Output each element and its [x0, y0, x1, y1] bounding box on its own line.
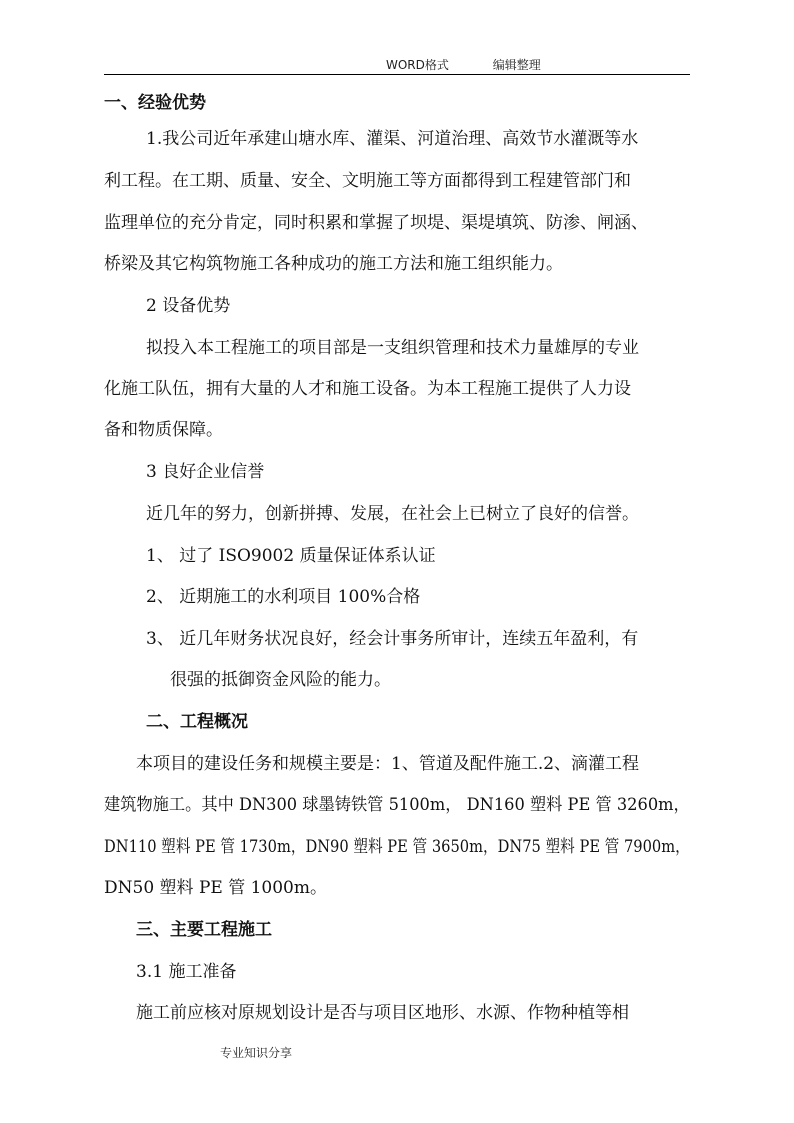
list-item-continuation: 很强的抵御资金风险的能力。 [170, 670, 391, 690]
page-footer: 专业知识分享 [220, 1046, 293, 1060]
paragraph-line: DN50 塑料 PE 管 1000m。 [104, 878, 327, 898]
paragraph-line: 建筑物施工。其中 DN300 球墨铸铁管 5100m， DN160 塑料 PE 管 3260m， [104, 795, 690, 815]
paragraph-line: 备和物质保障。 [104, 420, 223, 440]
paragraph-line: 近几年的努力，创新拼搏、发展，在社会上已树立了良好的信誉。 [146, 504, 639, 524]
paragraph-line: 拟投入本工程施工的项目部是一支组织管理和技术力量雄厚的专业 [146, 338, 639, 358]
subheading-equipment: 2 设备优势 [146, 296, 231, 316]
paragraph-line: 监理单位的充分肯定，同时积累和掌握了坝堤、渠堤填筑、防渗、闸涵、 [104, 213, 648, 233]
subheading-reputation: 3 良好企业信誉 [146, 462, 265, 482]
section-heading-experience: 一、经验优势 [104, 93, 206, 113]
paragraph-line: 化施工队伍，拥有大量的人才和施工设备。为本工程施工提供了人力设 [104, 379, 631, 399]
list-item: 3、 近几年财务状况良好，经会计事务所审计，连续五年盈利，有 [146, 629, 639, 649]
list-item: 2、 近期施工的水利项目 100%合格 [146, 587, 421, 607]
paragraph-line: DN110 塑料 PE 管 1730m，DN90 塑料 PE 管 3650m，DN75 塑料 PE 管 7900m， [104, 837, 690, 857]
header-right-text: 编辑整理 [492, 58, 541, 72]
paragraph-line: 桥梁及其它构筑物施工各种成功的施工方法和施工组织能力。 [104, 254, 563, 274]
paragraph-line: 本项目的建设任务和规模主要是：1、管道及配件施工.2、滴灌工程 [136, 754, 640, 774]
section-heading-overview: 二、工程概况 [146, 712, 248, 732]
list-item: 1、 过了 ISO9002 质量保证体系认证 [146, 546, 436, 566]
header-left-text: WORD格式 [386, 58, 449, 72]
page-header [386, 56, 541, 73]
paragraph-line: 利工程。在工期、质量、安全、文明施工等方面都得到工程建管部门和 [104, 171, 631, 191]
subheading-preparation: 3.1 施工准备 [136, 962, 237, 982]
section-heading-construction: 三、主要工程施工 [136, 920, 272, 940]
paragraph-line: 1.我公司近年承建山塘水库、灌渠、河道治理、高效节水灌溉等水 [146, 129, 639, 149]
paragraph-line: 施工前应核对原规划设计是否与项目区地形、水源、作物种植等相 [136, 1003, 629, 1023]
header-rule [104, 74, 690, 75]
